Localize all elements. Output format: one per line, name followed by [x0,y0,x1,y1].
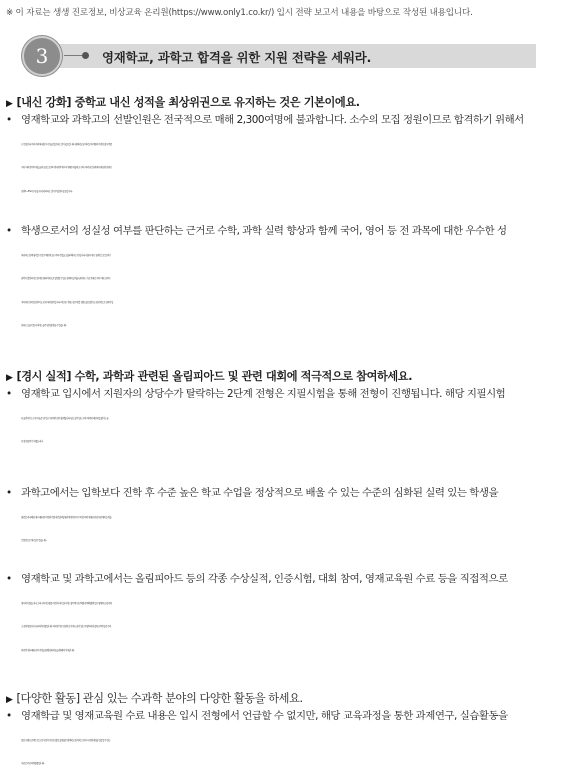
paragraph-1: • 영재학교와 과학고의 선발인원은 전국적으로 매해 2,300여명에 불과합니다. 소수의 모집 정원이므로 합격하기 위해서 는 무엇보다 수학, 과학에 대한 우수성을 입증하는 것이 중요합니다. 영재학교 및 과학고에 지원하기 위한 첫 단계로 수학, 과학 분야의 재능을 학교장으로부터 추천 받아야 하기 때문에 중학교 수학, 과학 내신성적에서 최상위 성적인 상위 1~3%의 수준을 유지, 관리하는 것이 무엇보다 중요합니다. [6,109,554,203]
triangle-bullet-icon: ▶ [6,99,13,109]
bullet-icon: • [6,573,12,585]
title-dot-icon [82,52,89,59]
bullet-icon: • [6,388,12,400]
triangle-bullet-icon: ▶ [6,373,13,383]
source-note: ※ 이 자료는 생생 진로정보, 비상교육 온리원(https://www.only1.co.kr/) 입시 전략 보고서 내용을 바탕으로 작성된 내용입니다. [6,8,473,18]
bullet-icon: • [6,710,12,722]
bullet-icon: • [6,225,12,237]
title-connector-line [64,55,84,56]
paragraph-6: • 영재학급 및 영재교육원 수료 내용은 입시 전형에서 언급할 수 없지만, 해당 교육과정을 통한 과제연구, 실습활동을 통한 수행 프로젝트 보고, 탐구일지 작성 등 활동 실적물은 영재학교 및 과학고 진학 시에 영재성을 입증할 수 있는 자료로 주요하게 활용됩니다. [6,705,554,776]
paragraph-5: • 영재학교 및 과학고에서는 올림피아드 등의 각종 수상실적, 인증시험, 대회 참여, 영재교육원 수료 등을 직접적으로 평가하지 않습니다. 그러나 이러한 활동 과정 속에서 길러지는 창의력, 탐구역량, 문제해결력 등은 영재학교 및 과학 고 진학에 있어서 유리하게 작용됩니다. 과학 분야로 성장하고자 하는 꿈이 있는 학생이라면, 중학교 3년 동안 수과 학 관련 경시대회 준비 과정을 통해 심화 학습을 병행하기 바랍니다. [6,568,554,662]
section-heading-grades: ▶ [내신 강화] 중학교 내신 성적을 최상위권으로 유지하는 것은 기본이에요. [6,96,360,109]
paragraph-4: • 과학고에서는 입학보다 진학 후 수준 높은 학교 수업을 정상적으로 배울 수 있는 수준의 심화된 실력 있는 학생을 희망합니다. 해당 경시대회 참여 경험이 있다면 입학담당관에게 본인의 수학 및 과학에 대한 관심과 잠재적 능력을 간접적으로 제시할 수 있습니다. [6,482,554,553]
paragraph-3: • 영재학교 입시에서 지원자의 상당수가 탈락하는 2단계 전형은 지필시험을 통해 전형이 진행됩니다. 해당 지필시험 은 올림피아드 수준의 높은 난이도의 문제가 많이 출제됩니다. 평소 깊이 있는 수학, 과학에 대한 학습 없이는 좋 은 점수를 얻기 어렵습니다. [6,383,554,454]
bullet-icon: • [6,487,12,499]
section-number-badge: 3 [22,36,62,76]
section-heading-competitions: ▶ [경시 실적] 수학, 과학과 관련된 올림피아드 및 관련 대회에 적극적으로 참여하세요. [6,370,413,383]
section-title: 영재학교, 과학고 합격을 위한 지원 전략을 세워라. [102,50,372,65]
triangle-bullet-icon: ▶ [6,695,13,705]
section-heading-activities: ▶ [다양한 활동] 관심 있는 수과학 분야의 다양한 활동을 하세요. [6,692,303,705]
bullet-icon: • [6,114,12,126]
paragraph-2: • 학생으로서의 성실성 여부를 판단하는 근거로 수학, 과학 실력 향상과 함께 국어, 영어 등 전 과목에 대한 우수한 성 적 관리도 함께 평가할 수 있기 때문에 모든 과목 수업을 소홀히 해서는 안 됩니다. 더불어 내신 성적만으로 합격의 당락이 결정되지는 않지만, 장래 과학도로 발전할 수 있는 잠재적 능력을 판단하는 기초 잣대로 수학, 과학 교과의 지속적인 성적 향상 추이도 주요하게 평가합니다. 학년 초기에는 낮은 학업 성취도를 보였어도 점진적으로 성적이 향 상되는 모습이 입시에서는 좋은 평가를 받을 수 있습니다. [6,220,554,338]
section-title-bar [22,36,536,76]
